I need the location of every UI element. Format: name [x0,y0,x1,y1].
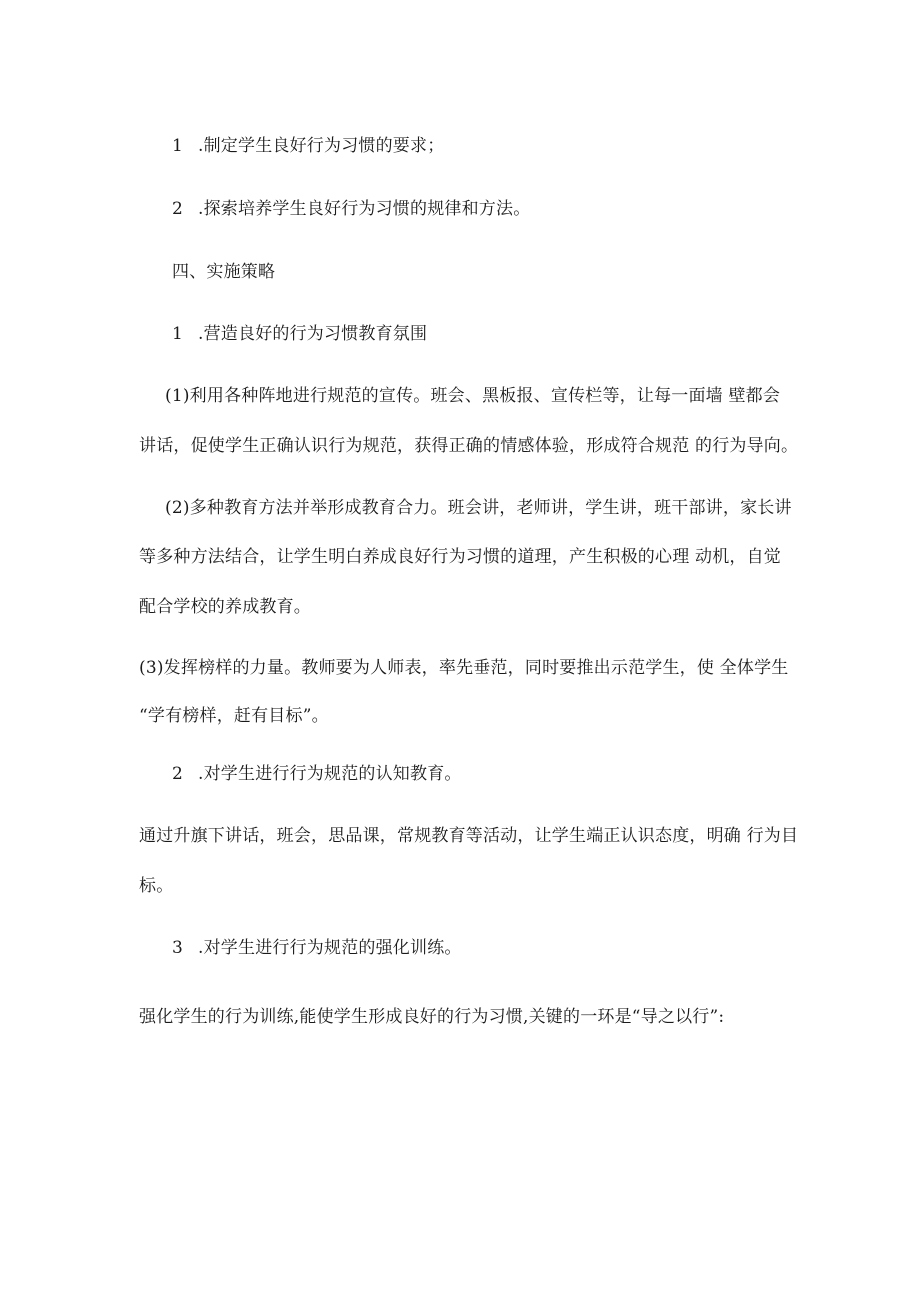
strategy-heading-1 [172,323,427,345]
paragraph-line: “学有榜样，赶有目标”。 [139,706,329,726]
item-number: 2 [172,764,184,784]
strategy-heading-2 [172,763,462,785]
paragraph-line: (3)发挥榜样的力量。教师要为人师表，率先垂范，同时要推出示范学生，使 全体学生 [139,658,789,678]
paragraph-line: (2)多种教育方法并举形成教育合力。班会讲，老师讲，学生讲，班干部讲，家长讲 [165,498,792,518]
paragraph-line: 标。 [139,876,174,896]
paragraph-line: 等多种方法结合，让学生明白养成良好行为习惯的道理，产生积极的心理 动机，自觉 [139,547,782,567]
item-number: 1 [172,136,184,156]
paragraph-line: 配合学校的养成教育。 [139,597,311,617]
paragraph-line: 讲话，促使学生正确认识行为规范，获得正确的情感体验，形成符合规范 的行为导向。 [139,436,799,456]
item-text: .营造良好的行为习惯教育氛围 [198,324,428,344]
paragraph-line: 强化学生的行为训练,能使学生形成良好的行为习惯,关键的一环是“导之以行”: [139,1007,725,1027]
section-heading: 四、实施策略 [172,262,276,282]
item-text: .探索培养学生良好行为习惯的规律和方法。 [198,199,531,219]
item-number: 1 [172,324,184,344]
paragraph-line: (1)利用各种阵地进行规范的宣传。班会、黑板报、宣传栏等，让每一面墙 壁都会 [165,386,781,406]
list-item [172,198,530,220]
item-text: .对学生进行行为规范的认知教育。 [198,764,462,784]
item-text: .制定学生良好行为习惯的要求； [198,136,445,156]
item-text: .对学生进行行为规范的强化训练。 [198,938,462,958]
strategy-heading-3 [172,937,462,959]
item-number: 2 [172,199,184,219]
list-item [172,135,444,157]
paragraph-line: 通过升旗下讲话，班会，思品课，常规教育等活动，让学生端正认识态度，明确 行为目 [139,826,799,846]
item-number: 3 [172,938,184,958]
